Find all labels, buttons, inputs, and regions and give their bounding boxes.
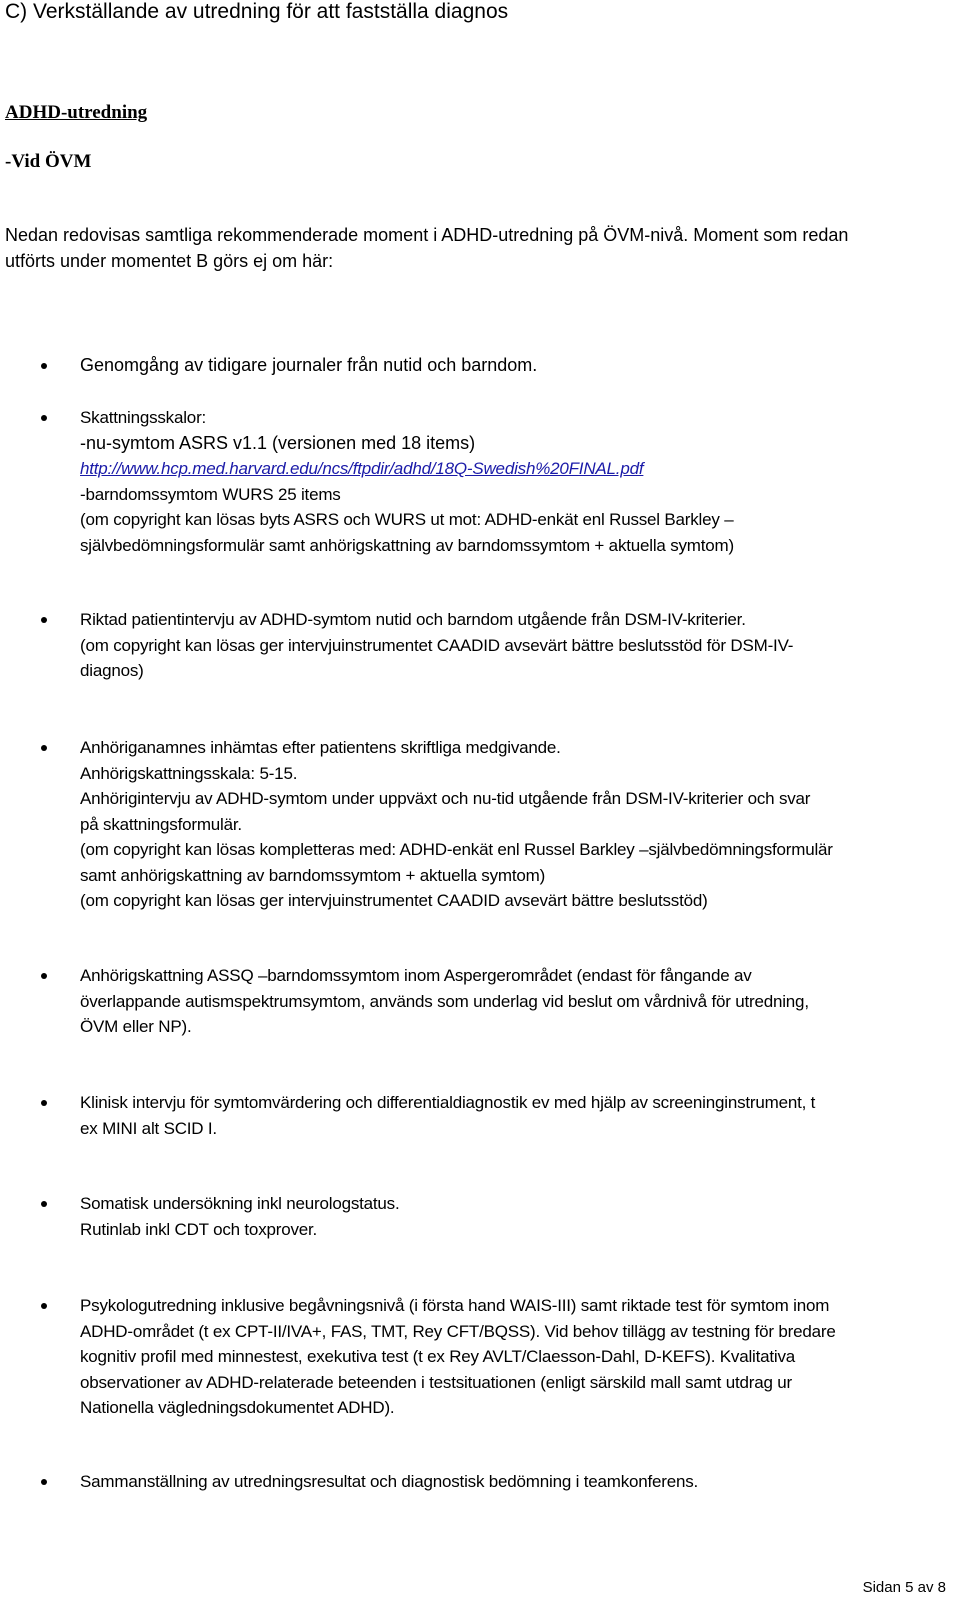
bullet-dot-icon bbox=[41, 1201, 47, 1207]
intro-paragraph bbox=[5, 223, 945, 274]
bullet-line: Psykologutredning inklusive begåvningsnivå (i första hand WAIS-III) samt riktade test för symtom inom bbox=[80, 1296, 830, 1315]
bullet-line: Nationella vägledningsdokumentet ADHD). bbox=[80, 1398, 395, 1417]
bullet-line: på skattningsformulär. bbox=[80, 814, 242, 834]
intro-line: utförts under momentet B görs ej om här: bbox=[5, 250, 334, 271]
bullet-line: överlappande autismspektrumsymtom, används som underlag vid beslut om vårdnivå för utredning, bbox=[80, 991, 809, 1011]
bullet-line: Genomgång av tidigare journaler från nutid och barndom. bbox=[80, 355, 538, 375]
bullet-line: självbedömningsformulär samt anhörigskattning av barndomssymtom + aktuella symtom) bbox=[80, 535, 734, 555]
bullet-line: Rutinlab inkl CDT och toxprover. bbox=[80, 1219, 318, 1239]
bullet-line: Anhörigskattningsskala: 5-15. bbox=[80, 763, 298, 783]
bullet-line: (om copyright kan lösas ger intervjuinstrumentet CAADID avsevärt bättre beslutsstöd för DSM-IV- bbox=[80, 635, 794, 655]
bullet-line: -barndomssymtom WURS 25 items bbox=[80, 484, 341, 504]
bullet-dot-icon bbox=[41, 1100, 47, 1106]
bullet-dot-icon bbox=[41, 745, 47, 751]
bullet-dot-icon bbox=[41, 363, 47, 369]
bullet-line: Anhörigintervju av ADHD-symtom under uppväxt och nu-tid utgående från DSM-IV-kriterier och svar bbox=[80, 789, 811, 808]
bullet-dot-icon bbox=[41, 973, 47, 979]
bullet-line: (om copyright kan lösas byts ASRS och WURS ut mot: ADHD-enkät enl Russel Barkley – bbox=[80, 510, 734, 529]
bullet-line: Skattningsskalor: bbox=[80, 408, 207, 427]
bullet-line: ADHD-området (t ex CPT-II/IVA+, FAS, TMT, Rey CFT/BQSS). Vid behov tillägg av testning för bredare bbox=[80, 1321, 836, 1341]
bullet-line: Somatisk undersökning inkl neurologstatus. bbox=[80, 1194, 400, 1213]
bullet-line: Riktad patientintervju av ADHD-symtom nutid och barndom utgående från DSM-IV-kriterier. bbox=[80, 610, 746, 629]
intro-line: Nedan redovisas samtliga rekommenderade moment i ADHD-utredning på ÖVM-nivå. Moment som redan bbox=[5, 225, 849, 245]
asrs-link[interactable]: http://www.hcp.med.harvard.edu/ncs/ftpdir/adhd/18Q-Swedish%20FINAL.pdf bbox=[80, 459, 644, 478]
bullet-dot-icon bbox=[41, 1303, 47, 1309]
bullet-line: Klinisk intervju för symtomvärdering och differentialdiagnostik ev med hjälp av screeninginstrument, t bbox=[80, 1093, 816, 1112]
bullet-line: -nu-symtom ASRS v1.1 (versionen med 18 items) bbox=[80, 432, 476, 453]
bullet-line: Anhörigskattning ASSQ –barndomssymtom inom Aspergerområdet (endast för fångande av bbox=[80, 966, 752, 985]
section-title: C) Verkställande av utredning för att fastställa diagnos bbox=[5, 0, 509, 23]
page-number: Sidan 5 av 8 bbox=[862, 1579, 946, 1596]
bullet-dot-icon bbox=[41, 1479, 47, 1485]
bullet-dot-icon bbox=[41, 415, 47, 421]
bullet-line: ÖVM eller NP). bbox=[80, 1017, 192, 1036]
bullet-line: (om copyright kan lösas ger intervjuinstrumentet CAADID avsevärt bättre beslutsstöd) bbox=[80, 891, 708, 910]
bullet-line: ex MINI alt SCID I. bbox=[80, 1118, 217, 1138]
bullet-line: Sammanställning av utredningsresultat och diagnostisk bedömning i teamkonferens. bbox=[80, 1472, 699, 1491]
subheading-vid-ovm: -Vid ÖVM bbox=[5, 151, 92, 172]
heading-adhd-utredning: ADHD-utredning bbox=[5, 102, 148, 123]
bullet-line: (om copyright kan lösas kompletteras med: ADHD-enkät enl Russel Barkley –självbedömningsformulär bbox=[80, 840, 833, 859]
bullet-line: diagnos) bbox=[80, 661, 144, 680]
bullet-line: samt anhörigskattning av barndomssymtom + aktuella symtom) bbox=[80, 865, 546, 885]
bullet-line: kognitiv profil med minnestest, exekutiva test (t ex Rey AVLT/Claesson-Dahl, D-KEFS). Kvalitativa bbox=[80, 1347, 796, 1366]
bullet-dot-icon bbox=[41, 617, 47, 623]
bullet-line: Anhöriganamnes inhämtas efter patientens skriftliga medgivande. bbox=[80, 738, 561, 757]
bullet-line: observationer av ADHD-relaterade beteenden i testsituationen (enligt särskild mall samt utdrag ur bbox=[80, 1372, 792, 1392]
